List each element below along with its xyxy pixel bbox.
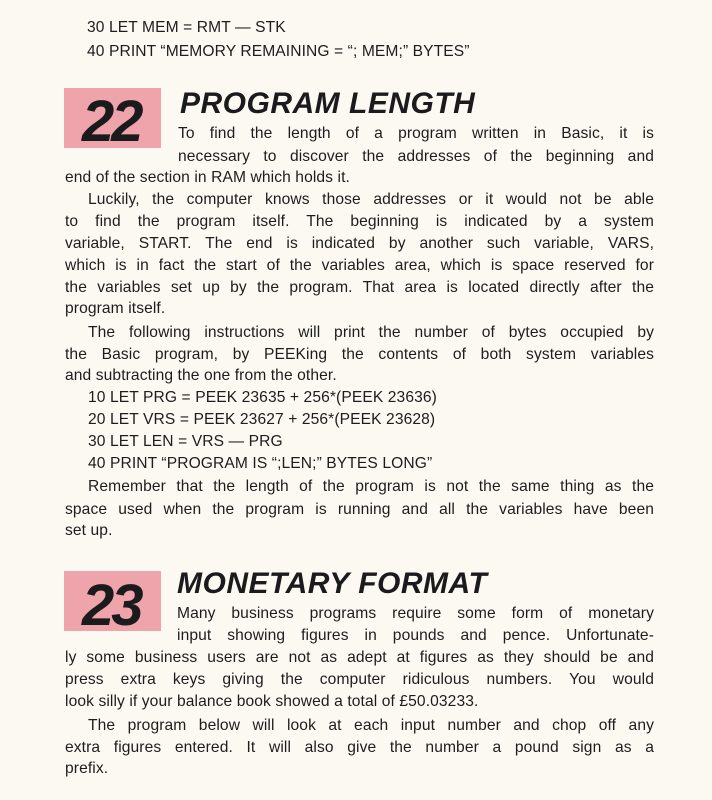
section-heading: MONETARY FORMAT (177, 567, 488, 600)
code-line: 40 PRINT “PROGRAM IS “;LEN;” BYTES LONG” (88, 455, 433, 472)
section-heading: PROGRAM LENGTH (180, 87, 476, 120)
paragraph-line: look silly if your balance book showed a total of £50.03233. (65, 693, 479, 710)
paragraph-line: ly some business users are not as adept at figures as they should be and (65, 649, 654, 666)
paragraph-line: necessary to discover the addresses of the beginning and (178, 148, 654, 165)
paragraph-line: The program below will look at each input number and chop off any (88, 717, 654, 734)
paragraph-line: the variables set up by the program. That area is located directly after the (65, 279, 654, 296)
paragraph-line: variable, START. The end is indicated by another such variable, VARS, (65, 235, 654, 252)
code-line: 10 LET PRG = PEEK 23635 + 256*(PEEK 23636) (88, 389, 437, 406)
paragraph-line: program itself. (65, 300, 166, 317)
paragraph-line: To find the length of a program written in Basic, it is (178, 125, 654, 142)
paragraph-line: end of the section in RAM which holds it. (65, 169, 350, 186)
code-line: 20 LET VRS = PEEK 23627 + 256*(PEEK 23628) (88, 411, 436, 428)
paragraph-line: Many business programs require some form of monetary (177, 605, 654, 622)
code-line: 30 LET MEM = RMT — STK (87, 19, 286, 36)
paragraph-line: input showing figures in pounds and pence. Unfortunate- (177, 627, 654, 644)
paragraph-line: prefix. (65, 760, 109, 777)
paragraph-line: Remember that the length of the program is not the same thing as the (88, 478, 654, 495)
paragraph-line: space used when the program is running and all the variables have been (65, 501, 654, 518)
paragraph-line: Luckily, the computer knows those addresses or it would not be able (88, 191, 654, 208)
paragraph-line: press extra keys giving the computer ridiculous numbers. You would (65, 671, 654, 688)
paragraph-line: the Basic program, by PEEKing the contents of both system variables (65, 346, 654, 363)
section-number: 23 (82, 573, 141, 638)
paragraph-line: to find the program itself. The beginning is indicated by a system (65, 213, 654, 230)
paragraph-line: extra figures entered. It will also give the number a pound sign as a (65, 739, 654, 756)
paragraph-line: which is in fact the start of the variables area, which is space reserved for (65, 257, 654, 274)
section-number: 22 (82, 89, 141, 154)
code-line: 30 LET LEN = VRS — PRG (88, 433, 283, 450)
paragraph-line: and subtracting the one from the other. (65, 367, 337, 384)
code-line: 40 PRINT “MEMORY REMAINING = “; MEM;” BYTES” (87, 43, 470, 60)
paragraph-line: set up. (65, 522, 113, 539)
paragraph-line: The following instructions will print the number of bytes occupied by (88, 324, 654, 341)
